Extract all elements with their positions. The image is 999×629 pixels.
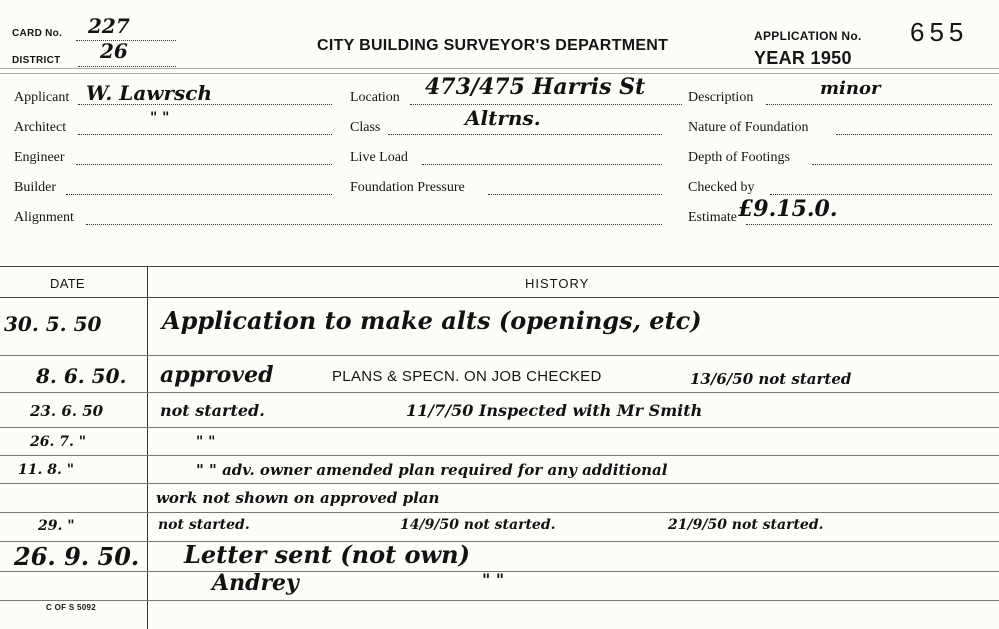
location-line [410, 104, 682, 105]
application-label: APPLICATION No. [754, 29, 862, 43]
row3-date: 23. 6. 50 [30, 402, 104, 420]
row8-history: Letter sent (not own) [184, 540, 470, 569]
row1-history: Application to make alts (openings, etc) [162, 306, 702, 335]
table-rule [0, 512, 999, 513]
department-title: CITY BUILDING SURVEYOR'S DEPARTMENT [317, 37, 669, 54]
row9-history: Andrey [212, 570, 299, 596]
row8-date: 26. 9. 50. [14, 542, 140, 571]
district-label: DISTRICT [12, 55, 61, 66]
table-rule [0, 392, 999, 393]
header-rule [0, 68, 999, 69]
table-rule [0, 600, 999, 601]
checked-line [770, 194, 992, 195]
estimate-line [746, 224, 992, 225]
history-header: HISTORY [525, 276, 590, 291]
builder-line [66, 194, 332, 195]
row2-note: 13/6/50 not started [690, 370, 852, 388]
row1-date: 30. 5. 50 [4, 312, 102, 336]
row4-date: 26. 7. " [30, 434, 87, 450]
class-label: Class [350, 120, 381, 135]
row5-history: " " adv. owner amended plan required for any additional [196, 461, 668, 479]
row3-history: not started. [160, 401, 265, 420]
row2-stamp: PLANS & SPECN. ON JOB CHECKED [332, 368, 602, 385]
engineer-line [76, 164, 332, 165]
live-load-line [422, 164, 662, 165]
row7-date: 29. " [38, 518, 75, 534]
architect-line [78, 134, 332, 135]
date-column-divider [147, 267, 148, 629]
alignment-label: Alignment [14, 210, 74, 225]
location-label: Location [350, 90, 400, 105]
row3-note: 11/7/50 Inspected with Mr Smith [406, 401, 703, 420]
checked-by-label: Checked by [688, 180, 755, 195]
table-rule [0, 427, 999, 428]
engineer-label: Engineer [14, 150, 65, 165]
table-rule [0, 541, 999, 542]
description-label: Description [688, 90, 754, 105]
class-value: Altrns. [465, 106, 541, 130]
application-number: 655 [910, 17, 969, 47]
row7-history: not started. [158, 517, 250, 533]
architect-label: Architect [14, 120, 67, 135]
card-no-value: 227 [88, 14, 130, 38]
form-code: C OF S 5092 [46, 603, 96, 612]
depth-of-footings-label: Depth of Footings [688, 150, 790, 165]
row9-note: " " [482, 570, 505, 589]
live-load-label: Live Load [350, 150, 408, 165]
district-value: 26 [100, 39, 128, 63]
builder-label: Builder [14, 180, 56, 195]
row7-note2: 21/9/50 not started. [668, 517, 824, 533]
description-line [766, 104, 992, 105]
table-top-rule [0, 266, 999, 267]
table-rule [0, 355, 999, 356]
class-line [388, 134, 662, 135]
estimate-label: Estimate [688, 210, 737, 225]
row6-history: work not shown on approved plan [156, 489, 440, 507]
nature-of-foundation-label: Nature of Foundation [688, 120, 809, 135]
table-rule [0, 483, 999, 484]
row2-date: 8. 6. 50. [36, 364, 127, 388]
alignment-line [86, 224, 662, 225]
table-header-rule [0, 297, 999, 298]
row4-history: " " [196, 434, 216, 450]
nature-line [836, 134, 992, 135]
date-header: DATE [50, 276, 85, 291]
applicant-label: Applicant [14, 90, 70, 105]
depth-line [812, 164, 992, 165]
year-label: YEAR 1950 [754, 48, 852, 68]
row5-date: 11. 8. " [18, 462, 75, 478]
district-line [78, 66, 176, 67]
architect-value: " " [150, 110, 170, 126]
estimate-value: £9.15.0. [738, 196, 838, 222]
foundation-pressure-label: Foundation Pressure [350, 180, 465, 195]
row7-note: 14/9/50 not started. [400, 517, 556, 533]
location-value: 473/475 Harris St [425, 74, 646, 100]
table-rule [0, 455, 999, 456]
card-no-label: CARD No. [12, 28, 63, 39]
applicant-value: W. Lawrsch [86, 81, 213, 105]
row2-history: approved [160, 362, 274, 388]
description-value: minor [820, 78, 881, 99]
foundation-pressure-line [488, 194, 662, 195]
